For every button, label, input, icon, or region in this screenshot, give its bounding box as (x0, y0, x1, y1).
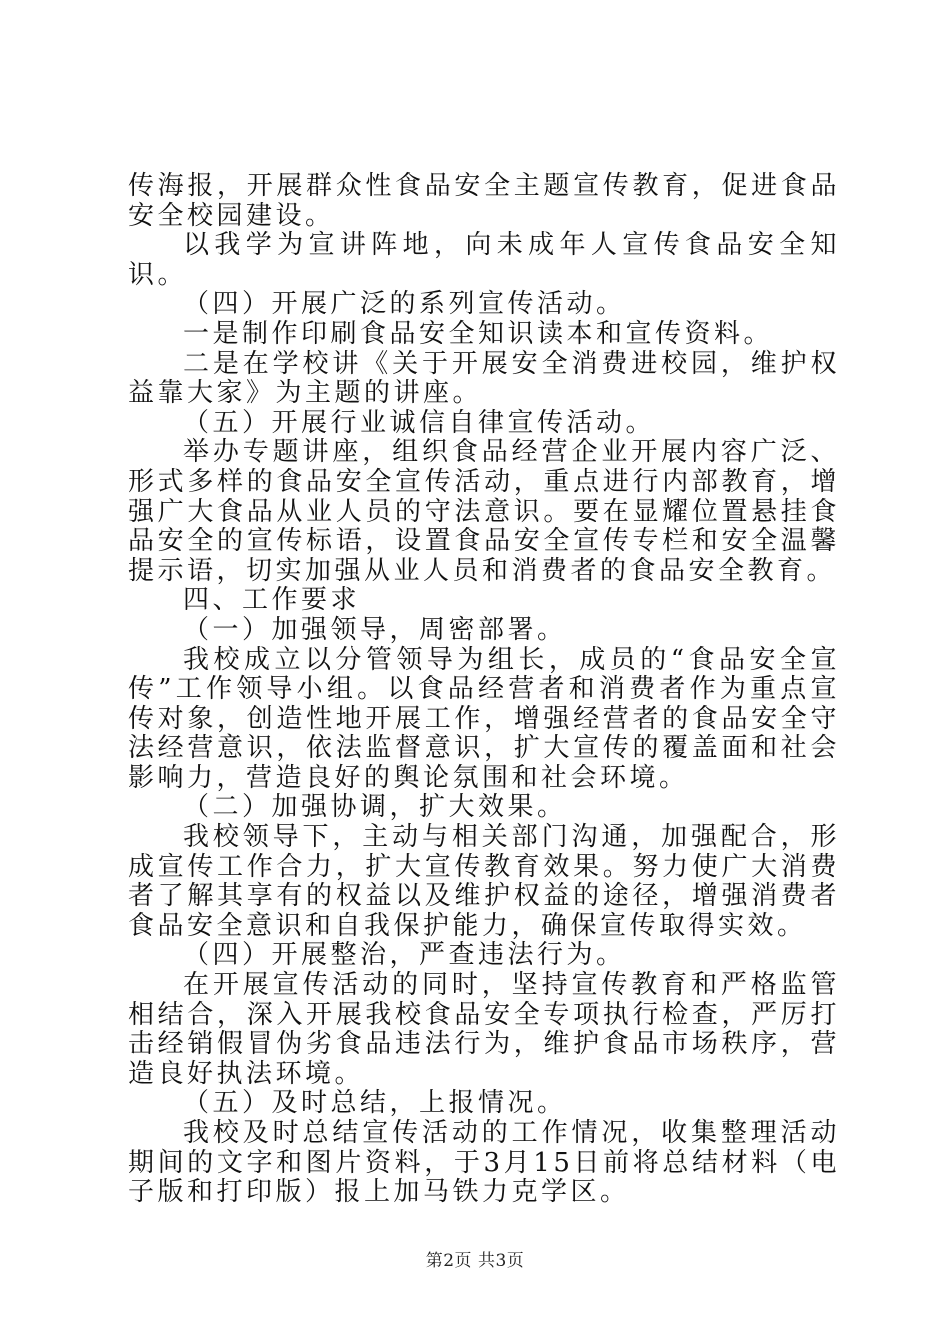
paragraph: 在开展宣传活动的同时，坚持宣传教育和严格监管相结合，深入开展我校食品安全专项执行检查，严厉打击经销假冒伪劣食品违法行为，维护食品市场秩序，营造良好执法环境。 (128, 970, 840, 1089)
section-heading: （五）及时总结，上报情况。 (183, 1088, 567, 1119)
section-heading: （四）开展整治，严查违法行为。 (183, 940, 626, 971)
section-heading: （二）加强协调，扩大效果。 (183, 792, 567, 823)
section-heading: （四）开展广泛的系列宣传活动。 (183, 289, 626, 320)
document-body (128, 172, 840, 1208)
paragraph: 我校及时总结宣传活动的工作情况，收集整理活动期间的文字和图片资料，于3月15日前将总结材料（电子版和打印版）报上加马铁力克学区。 (128, 1118, 840, 1208)
section-heading: （一）加强领导，周密部署。 (183, 614, 567, 645)
paragraph: 举办专题讲座，组织食品经营企业开展内容广泛、形式多样的食品安全宣传活动，重点进行内部教育，增强广大食品从业人员的守法意识。要在显耀位置悬挂食品安全的宣传标语，设置食品安全宣传专栏和安全温馨提示语，切实加强从业人员和消费者的食品安全教育。 (128, 437, 840, 586)
section-heading: （五）开展行业诚信自律宣传活动。 (183, 407, 656, 438)
page-number-footer: 第2页 共3页 (425, 1251, 525, 1271)
paragraph: 一是制作印刷食品安全知识读本和宣传资料。 (183, 318, 774, 349)
paragraph: 传海报，开展群众性食品安全主题宣传教育，促进食品安全校园建设。 (128, 171, 840, 231)
paragraph: 我校成立以分管领导为组长，成员的“食品安全宣传”工作领导小组。以食品经营者和消费者作为重点宣传对象，创造性地开展工作，增强经营者的食品安全守法经营意识，依法监督意识，扩大宣传的覆盖面和社会影响力，营造良好的舆论氛围和社会环境。 (128, 644, 840, 793)
paragraph: 以我学为宣讲阵地，向未成年人宣传食品安全知识。 (128, 230, 840, 290)
paragraph: 我校领导下，主动与相关部门沟通，加强配合，形成宣传工作合力，扩大宣传教育效果。努力使广大消费者了解其享有的权益以及维护权益的途径，增强消费者食品安全意识和自我保护能力，确保宣传取得实效。 (128, 822, 840, 941)
paragraph: 二是在学校讲《关于开展安全消费进校园，维护权益靠大家》为主题的讲座。 (128, 348, 840, 409)
section-heading: 四、工作要求 (183, 585, 361, 616)
